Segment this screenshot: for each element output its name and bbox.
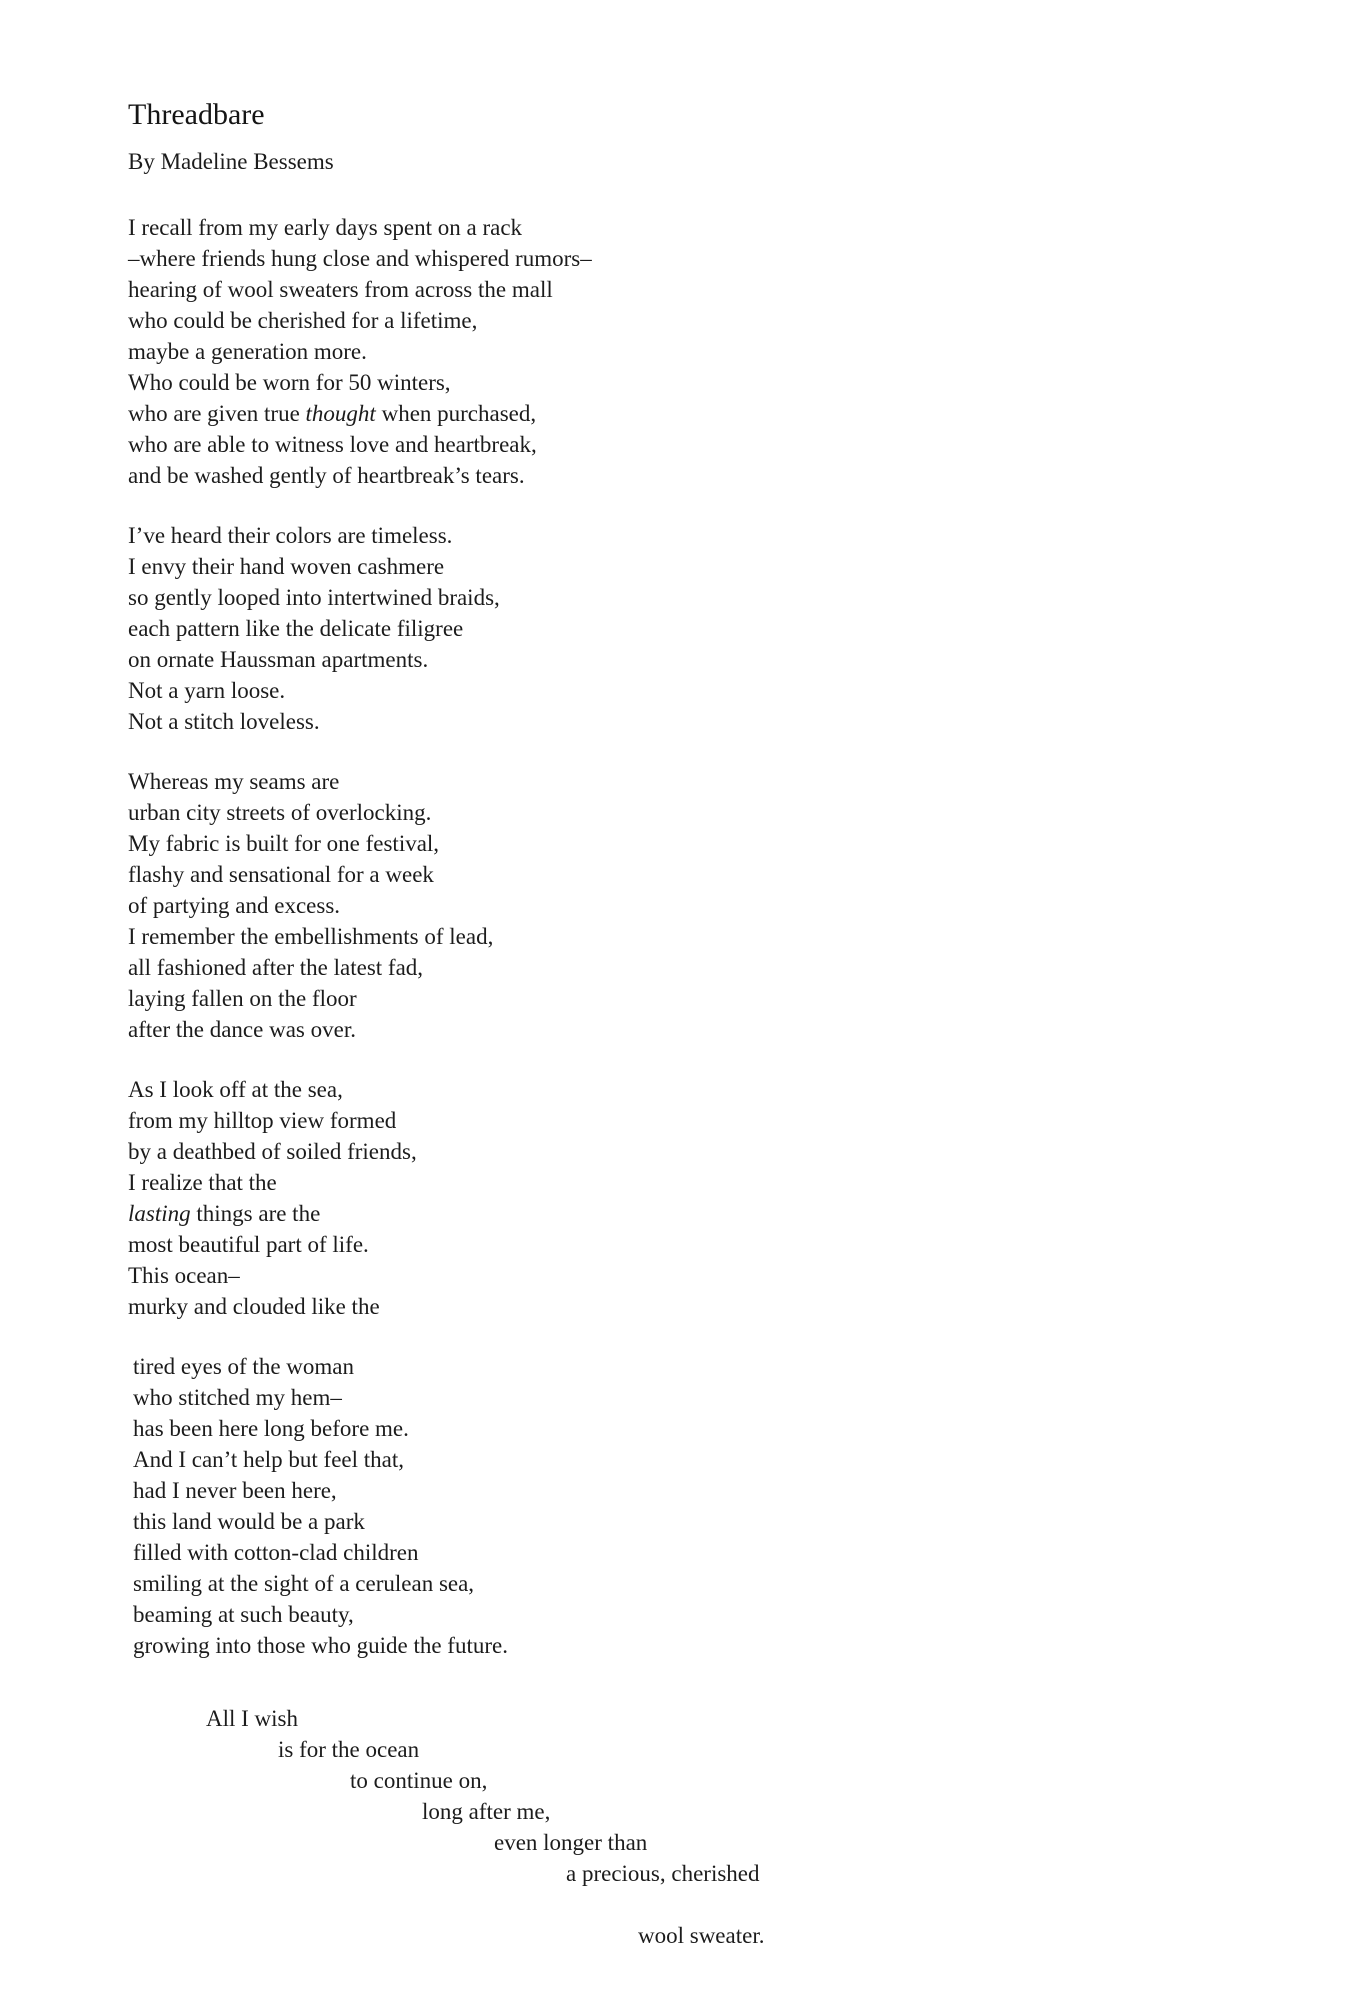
poem-line: has been here long before me. [133, 1416, 409, 1441]
poem-line: who are given true thought when purchased, [128, 401, 537, 426]
poem-line: I recall from my early days spent on a rack [128, 215, 523, 240]
poem-title: Threadbare [128, 98, 265, 131]
poem-line: Who could be worn for 50 winters, [128, 370, 451, 395]
poem-line: so gently looped into intertwined braids, [128, 585, 500, 610]
poem-stanza [128, 766, 1338, 1045]
poem-line: lasting things are the [128, 1201, 321, 1226]
poem-stanza [133, 1351, 1338, 1661]
poem-line: Whereas my seams are [128, 769, 340, 794]
poem-line: most beautiful part of life. [128, 1232, 369, 1257]
poem-line: filled with cotton-clad children [133, 1540, 419, 1565]
poem-line: and be washed gently of heartbreak’s tears. [128, 463, 525, 488]
poem-line: long after me, [422, 1799, 551, 1824]
poem-line: I realize that the [128, 1170, 277, 1195]
poem-line: growing into those who guide the future. [133, 1633, 508, 1658]
italic-word: thought [305, 401, 376, 426]
italic-word: lasting [128, 1201, 191, 1226]
poem-line: even longer than [494, 1830, 648, 1855]
poem-stanza [128, 520, 1338, 737]
poem-line: by a deathbed of soiled friends, [128, 1139, 417, 1164]
poem-line: I’ve heard their colors are timeless. [128, 523, 453, 548]
poem-body [128, 212, 1338, 1661]
poem-line: a precious, cherished [566, 1861, 760, 1886]
poem-line: I remember the embellishments of lead, [128, 924, 494, 949]
poem-line: My fabric is built for one festival, [128, 831, 440, 856]
poem-line: is for the ocean [278, 1737, 420, 1762]
poem-line: –where friends hung close and whispered rumors– [128, 246, 592, 271]
poem-line: Not a stitch loveless. [128, 709, 320, 734]
poem-line: each pattern like the delicate filigree [128, 616, 464, 641]
poem-line: And I can’t help but feel that, [133, 1447, 405, 1472]
poem-line: All I wish [206, 1706, 298, 1731]
poem-line: who are able to witness love and heartbreak, [128, 432, 537, 457]
poem-line: murky and clouded like the [128, 1294, 380, 1319]
poem-line: who stitched my hem– [133, 1385, 342, 1410]
poem-line: smiling at the sight of a cerulean sea, [133, 1571, 475, 1596]
poem-line: on ornate Haussman apartments. [128, 647, 429, 672]
poem-line: hearing of wool sweaters from across the mall [128, 277, 553, 302]
poem-line: after the dance was over. [128, 1017, 356, 1042]
poem-line: This ocean– [128, 1263, 240, 1288]
poem-line: tired eyes of the woman [133, 1354, 354, 1379]
poem-line: I envy their hand woven cashmere [128, 554, 445, 579]
poem-line: beaming at such beauty, [133, 1602, 354, 1627]
poem-stanza [128, 1074, 1338, 1322]
poem-line: urban city streets of overlocking. [128, 800, 432, 825]
poem-closing-line: wool sweater. [638, 1923, 765, 1948]
poem-byline: By Madeline Bessems [128, 149, 334, 174]
poem-line: to continue on, [350, 1768, 488, 1793]
poem-line: who could be cherished for a lifetime, [128, 308, 478, 333]
poem-line: maybe a generation more. [128, 339, 367, 364]
poem-line: had I never been here, [133, 1478, 337, 1503]
poem-line: this land would be a park [133, 1509, 365, 1534]
poem-stanza [128, 212, 1338, 491]
poem-staircase [128, 1703, 1338, 1889]
poem-line: from my hilltop view formed [128, 1108, 397, 1133]
poem-line: laying fallen on the floor [128, 986, 357, 1011]
poem-line: of partying and excess. [128, 893, 341, 918]
poem-line: Not a yarn loose. [128, 678, 286, 703]
poem-line: As I look off at the sea, [128, 1077, 343, 1102]
poem-line: all fashioned after the latest fad, [128, 955, 424, 980]
poem-line: flashy and sensational for a week [128, 862, 434, 887]
